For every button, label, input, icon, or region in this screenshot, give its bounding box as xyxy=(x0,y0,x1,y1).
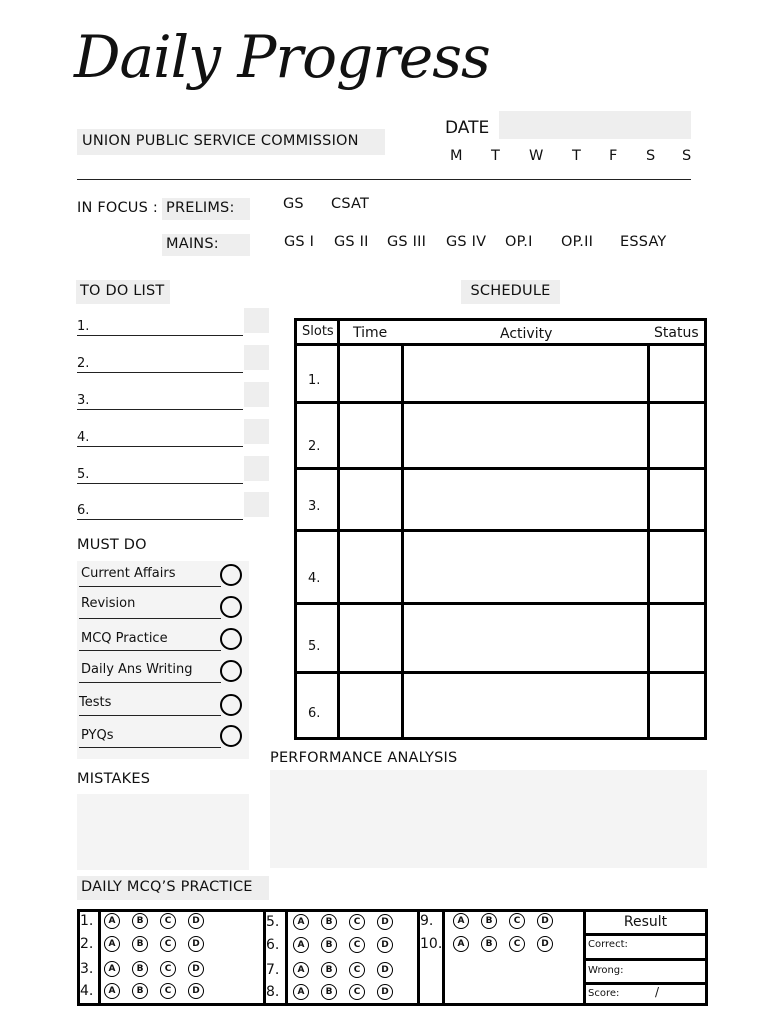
must-do-label: Revision xyxy=(81,596,136,611)
schedule-row-rule xyxy=(297,401,704,404)
option-d-bubble[interactable]: D xyxy=(188,936,204,952)
option-a-bubble[interactable]: A xyxy=(293,984,309,1000)
mcq-question-number: 7. xyxy=(266,962,280,978)
todo-checkbox[interactable] xyxy=(244,456,269,481)
todo-item-number: 6. xyxy=(77,503,90,518)
mcq-question-row xyxy=(266,914,405,930)
option-a-bubble[interactable]: A xyxy=(293,937,309,953)
mains-op1[interactable]: OP.I xyxy=(505,234,533,250)
prelims-label: PRELIMS: xyxy=(162,198,250,220)
todo-checkbox[interactable] xyxy=(244,345,269,370)
mcq-question-row xyxy=(80,983,216,999)
option-c-bubble[interactable]: C xyxy=(160,983,176,999)
schedule-heading: SCHEDULE xyxy=(461,280,560,304)
mcq-question-number: 1. xyxy=(80,913,94,929)
option-b-bubble[interactable]: B xyxy=(132,936,148,952)
result-wrong-label: Wrong: xyxy=(588,965,624,976)
weekday-wed[interactable]: W xyxy=(529,148,544,164)
todo-item-number: 4. xyxy=(77,430,90,445)
mains-essay[interactable]: ESSAY xyxy=(620,234,667,250)
mcq-result-rule xyxy=(583,982,705,985)
mains-op2[interactable]: OP.II xyxy=(561,234,594,250)
option-b-bubble[interactable]: B xyxy=(481,936,497,952)
mcq-question-row xyxy=(80,913,216,929)
todo-checkbox[interactable] xyxy=(244,382,269,407)
mcq-question-row xyxy=(80,961,216,977)
weekday-fri[interactable]: F xyxy=(609,148,618,164)
mcq-question-number: 5. xyxy=(266,914,280,930)
must-do-label: Tests xyxy=(79,695,112,710)
result-correct-label: Correct: xyxy=(588,939,628,950)
schedule-header-rule xyxy=(297,343,704,346)
must-do-label: MCQ Practice xyxy=(81,631,168,646)
mcq-question-number: 6. xyxy=(266,937,280,953)
weekday-tue[interactable]: T xyxy=(491,148,501,164)
option-d-bubble[interactable]: D xyxy=(377,937,393,953)
prelims-csat[interactable]: CSAT xyxy=(331,196,370,212)
option-c-bubble[interactable]: C xyxy=(349,984,365,1000)
option-d-bubble[interactable]: D xyxy=(188,913,204,929)
schedule-row-rule xyxy=(297,467,704,470)
option-c-bubble[interactable]: C xyxy=(349,914,365,930)
mcq-question-number: 2. xyxy=(80,936,94,952)
header-divider xyxy=(77,179,691,180)
schedule-col-rule xyxy=(647,343,650,737)
todo-line[interactable] xyxy=(77,335,243,336)
must-do-check-circle[interactable] xyxy=(220,725,242,747)
schedule-slot-number: 5. xyxy=(308,639,321,654)
must-do-check-circle[interactable] xyxy=(220,694,242,716)
option-c-bubble[interactable]: C xyxy=(509,913,525,929)
must-do-line xyxy=(79,682,221,683)
schedule-row-rule xyxy=(297,671,704,674)
todo-item-number: 5. xyxy=(77,467,90,482)
schedule-col-rule xyxy=(401,343,404,737)
mcq-question-row xyxy=(266,984,405,1000)
schedule-col-slots: Slots xyxy=(302,324,334,339)
mcq-question-row xyxy=(420,913,565,929)
must-do-line xyxy=(79,747,221,748)
option-a-bubble[interactable]: A xyxy=(104,936,120,952)
must-do-line xyxy=(79,618,221,619)
option-d-bubble[interactable]: D xyxy=(537,936,553,952)
option-b-bubble[interactable]: B xyxy=(132,913,148,929)
mcq-result-rule xyxy=(583,933,705,936)
option-a-bubble[interactable]: A xyxy=(104,913,120,929)
option-d-bubble[interactable]: D xyxy=(188,961,204,977)
option-a-bubble[interactable]: A xyxy=(453,913,469,929)
todo-line[interactable] xyxy=(77,519,243,520)
todo-heading: TO DO LIST xyxy=(76,280,170,304)
option-b-bubble[interactable]: B xyxy=(321,937,337,953)
mains-gs1[interactable]: GS I xyxy=(284,234,315,250)
must-do-label: PYQs xyxy=(81,728,114,743)
option-d-bubble[interactable]: D xyxy=(377,984,393,1000)
schedule-row-rule xyxy=(297,529,704,532)
weekday-mon[interactable]: M xyxy=(450,148,463,164)
result-score-separator: / xyxy=(655,985,660,999)
schedule-slot-number: 4. xyxy=(308,571,321,586)
option-b-bubble[interactable]: B xyxy=(132,961,148,977)
weekday-sun[interactable]: S xyxy=(682,148,692,164)
todo-line[interactable] xyxy=(77,409,243,410)
option-d-bubble[interactable]: D xyxy=(188,983,204,999)
option-c-bubble[interactable]: C xyxy=(349,937,365,953)
option-a-bubble[interactable]: A xyxy=(453,936,469,952)
schedule-slot-number: 3. xyxy=(308,499,321,514)
date-field[interactable] xyxy=(499,111,691,139)
todo-checkbox[interactable] xyxy=(244,492,269,517)
option-a-bubble[interactable]: A xyxy=(293,962,309,978)
schedule-table xyxy=(294,318,707,740)
performance-box[interactable] xyxy=(270,770,707,868)
mcq-question-row xyxy=(266,937,405,953)
must-do-line xyxy=(79,650,221,651)
mcq-table xyxy=(77,909,708,1006)
mistakes-box[interactable] xyxy=(77,794,249,870)
option-a-bubble[interactable]: A xyxy=(293,914,309,930)
todo-item-number: 2. xyxy=(77,356,90,371)
todo-line[interactable] xyxy=(77,483,243,484)
performance-heading: PERFORMANCE ANALYSIS xyxy=(270,750,458,766)
mcq-question-number: 9. xyxy=(420,913,434,929)
must-do-line xyxy=(79,715,221,716)
result-score-label: Score: xyxy=(588,988,620,999)
schedule-slot-number: 2. xyxy=(308,439,321,454)
option-a-bubble[interactable]: A xyxy=(104,961,120,977)
result-heading: Result xyxy=(623,914,668,930)
in-focus-label: IN FOCUS : xyxy=(77,200,158,216)
must-do-check-circle[interactable] xyxy=(220,660,242,682)
mcq-question-row xyxy=(266,962,405,978)
option-b-bubble[interactable]: B xyxy=(481,913,497,929)
must-do-label: Daily Ans Writing xyxy=(81,662,193,677)
schedule-col-time: Time xyxy=(353,325,388,341)
mcq-question-number: 8. xyxy=(266,984,280,1000)
todo-item-number: 1. xyxy=(77,319,90,334)
schedule-slot-number: 1. xyxy=(308,373,321,388)
page-title: Daily Progress xyxy=(74,23,490,91)
mcq-question-number: 3. xyxy=(80,961,94,977)
schedule-col-rule xyxy=(337,321,340,737)
option-d-bubble[interactable]: D xyxy=(377,914,393,930)
todo-line[interactable] xyxy=(77,372,243,373)
option-d-bubble[interactable]: D xyxy=(377,962,393,978)
mcq-result-rule xyxy=(583,958,705,961)
must-do-check-circle[interactable] xyxy=(220,564,242,586)
option-c-bubble[interactable]: C xyxy=(509,936,525,952)
mistakes-heading: MISTAKES xyxy=(77,771,151,787)
mcq-question-number: 4. xyxy=(80,983,94,999)
option-d-bubble[interactable]: D xyxy=(537,913,553,929)
weekday-sat[interactable]: S xyxy=(646,148,656,164)
option-c-bubble[interactable]: C xyxy=(160,961,176,977)
date-label: DATE xyxy=(445,118,490,138)
mcq-heading: DAILY MCQ’S PRACTICE xyxy=(77,876,269,900)
must-do-check-circle[interactable] xyxy=(220,628,242,650)
prelims-gs[interactable]: GS xyxy=(283,196,304,212)
mcq-question-number: 10. xyxy=(420,936,443,952)
todo-checkbox[interactable] xyxy=(244,419,269,444)
option-b-bubble[interactable]: B xyxy=(321,984,337,1000)
schedule-slot-number: 6. xyxy=(308,706,321,721)
todo-line[interactable] xyxy=(77,446,243,447)
must-do-check-circle[interactable] xyxy=(220,596,242,618)
weekday-thu[interactable]: T xyxy=(572,148,582,164)
mcq-question-row xyxy=(80,936,216,952)
org-label: UNION PUBLIC SERVICE COMMISSION xyxy=(77,129,385,155)
weekday-row xyxy=(443,148,703,168)
option-b-bubble[interactable]: B xyxy=(321,962,337,978)
must-do-heading: MUST DO xyxy=(77,537,147,553)
option-c-bubble[interactable]: C xyxy=(349,962,365,978)
schedule-row-rule xyxy=(297,602,704,605)
mains-gs4[interactable]: GS IV xyxy=(446,234,487,250)
option-a-bubble[interactable]: A xyxy=(104,983,120,999)
option-c-bubble[interactable]: C xyxy=(160,936,176,952)
option-b-bubble[interactable]: B xyxy=(321,914,337,930)
todo-item-number: 3. xyxy=(77,393,90,408)
option-c-bubble[interactable]: C xyxy=(160,913,176,929)
todo-checkbox[interactable] xyxy=(244,308,269,333)
mains-gs2[interactable]: GS II xyxy=(334,234,369,250)
must-do-line xyxy=(79,586,221,587)
must-do-label: Current Affairs xyxy=(81,566,176,581)
mains-gs3[interactable]: GS III xyxy=(387,234,427,250)
option-b-bubble[interactable]: B xyxy=(132,983,148,999)
schedule-col-activity: Activity xyxy=(500,326,553,342)
schedule-col-status: Status xyxy=(654,325,699,341)
mains-label: MAINS: xyxy=(162,234,250,256)
mcq-question-row xyxy=(420,936,565,952)
